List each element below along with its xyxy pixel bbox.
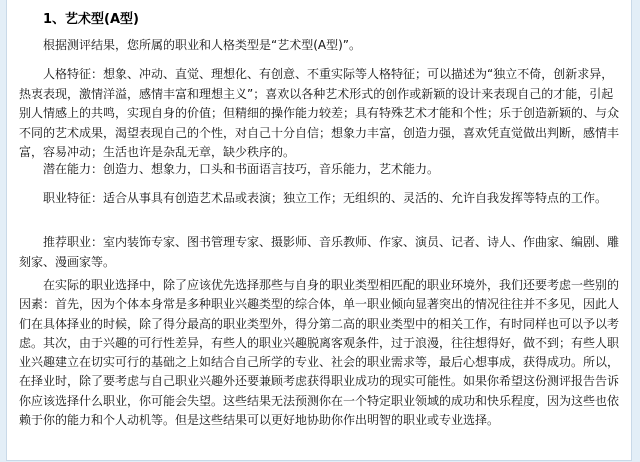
job-traits-paragraph: 职业特征：适合从事具有创造艺术品或表演；独立工作；无组织的、灵活的、允许自我发挥等特点的工作。 xyxy=(43,191,608,205)
result-paragraph: 根据测评结果，您所属的职业和人格类型是“艺术型(A型)”。 xyxy=(43,38,362,52)
report-panel xyxy=(6,0,632,461)
section-heading: 1、艺术型(A型) xyxy=(43,12,139,27)
recommended-jobs-paragraph: 推荐职业：室内装饰专家、图书管理专家、摄影师、音乐教师、作家、演员、记者、诗人、作曲家、编剧、雕刻家、漫画家等。 xyxy=(19,235,620,269)
advice-paragraph: 在实际的职业选择中，除了应该优先选择那些与自身的职业类型相匹配的职业环境外，我们还要考虑一些别的因素：首先，因为个体本身常是多种职业兴趣类型的综合体，单一职业倾向显著突出的情况往往并不多见，因此人们在具体择业的时候，除了得分最高的职业类型外，得分第二高的职业类型中的相关工作，有时同样也可以予以考虑。其次，由于兴趣的可行性差异，有些人的职业兴趣脱离客观条件，过于浪漫，往往想得好，做不到；有些人职业兴趣建立在切实可行的基础之上如结合自己所学的专业、社会的职业需求等，最后心想事成，获得成功。所以，在择业时，除了要考虑与自己职业兴趣外还要兼顾考虑获得职业成功的现实可能性。如果你希望这份测评报告告诉你应该选择什么职业，你可能会失望。这些结果无法预测你在一个特定职业领域的成功和快乐程度，因为这些也依赖于你的能力和个人动机等。但是这些结果可以更好地协助你作出明智的职业或专业选择。 xyxy=(19,278,620,428)
personality-paragraph: 人格特征：想象、冲动、直觉、理想化、有创意、不重实际等人格特征；可以描述为“独立不倚，创新求异，热衷表现，激情洋溢，感情丰富和理想主义”；喜欢以各种艺术形式的创作或新颖的设计来表现自己的才能，引起别人情感上的共鸣，实现自身的价值；但精细的操作能力较差；具有特殊艺术才能和个性；乐于创造新颖的、与众不同的艺术成果，渴望表现自己的个性，对自己十分自信；想象力丰富，创造力强，喜欢凭直觉做出判断，感情丰富，容易冲动；生活也许是杂乱无章，缺少秩序的。 xyxy=(19,67,620,159)
potential-ability-paragraph: 潜在能力：创造力、想象力，口头和书面语言技巧，音乐能力，艺术能力。 xyxy=(43,162,440,176)
